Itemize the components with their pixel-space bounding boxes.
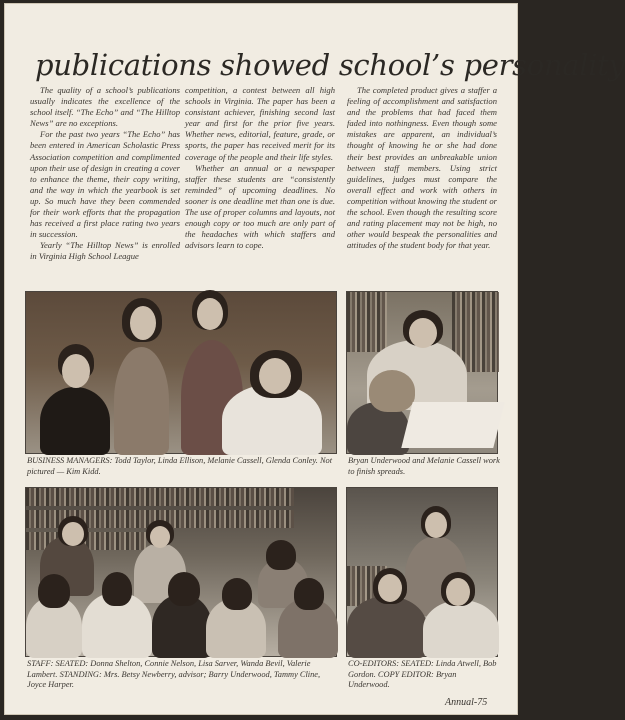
business-managers-caption: BUSINESS MANAGERS: Todd Taylor, Linda Ellison, Melanie Cassell, Glenda Conley. Not pictured — Kim Kidd. (27, 456, 333, 476)
paragraph: competition, a contest between all high schools in Virginia. The paper has been a consistant achiever, finishing second last year and first for the prior five years. Whether news, editorial, feature, grade, or sports, the paper has received merit for its coverage of the people and their life styles. (185, 85, 335, 162)
paragraph: Yearly “The Hilltop News” is enrolled in Virginia High School League (30, 240, 180, 262)
page-title: publications showed school’s personality (35, 48, 625, 82)
workroom-photo (346, 291, 498, 454)
body-column-3 (347, 85, 497, 251)
paragraph: Whether an annual or a newspaper staffer these students are “consistently reminded” of upcoming deadlines. No sooner is one deadline met than one is due. The use of proper columns and layouts, not enough copy or too much are only part of the headaches with which staffers and advisors learn to cope. (185, 162, 335, 251)
yearbook-page (4, 3, 625, 715)
paragraph: The completed product gives a staffer a feeling of accomplishment and satisfaction and the problems that had faced them faded into nothingness. Even though some mistakes are apparent, an individual’s thought of knowing he or she had done their best provides an unbreakable union between staff members. Using strict guidelines, judges must compare the overall effect and work with others in competition without knowing the student or the school. Even though the resulting score and rating placement may not be high, no other would bespeak the personalities and attitudes of the student body for that year. (347, 85, 497, 251)
staff-caption: STAFF: SEATED: Donna Shelton, Connie Nelson, Lisa Sarver, Wanda Bevil, Valerie Lambert. STANDING: Mrs. Betsy Newberry, advisor; Barry Underwood, Tammy Cline, Joyce Harper. (27, 659, 321, 689)
co-editors-caption: CO-EDITORS: SEATED: Linda Atwell, Bob Gordon. COPY EDITOR: Bryan Underwood. (348, 659, 497, 689)
co-editors-photo (346, 487, 498, 657)
staff-photo (25, 487, 337, 657)
page-number: Annual-75 (445, 697, 488, 708)
workroom-caption: Bryan Underwood and Melanie Cassell work to finish spreads. (348, 456, 500, 476)
paragraph: For the past two years “The Echo” has been entered in American Scholastic Press Association competition and complimented upon their use of design in creating a cover to enhance the theme, their copy writing, and the way in which the yearbook is set up. So much have they been commended for their work efforts that the propagation has received a first place rating two years in succession. (30, 129, 180, 240)
body-column-2 (185, 85, 335, 251)
business-managers-photo (25, 291, 337, 454)
paragraph: The quality of a school’s publications usually indicates the excellence of the school itself. “The Echo” and “The Hilltop News” are no exceptions. (30, 85, 180, 129)
body-column-1 (30, 85, 180, 263)
